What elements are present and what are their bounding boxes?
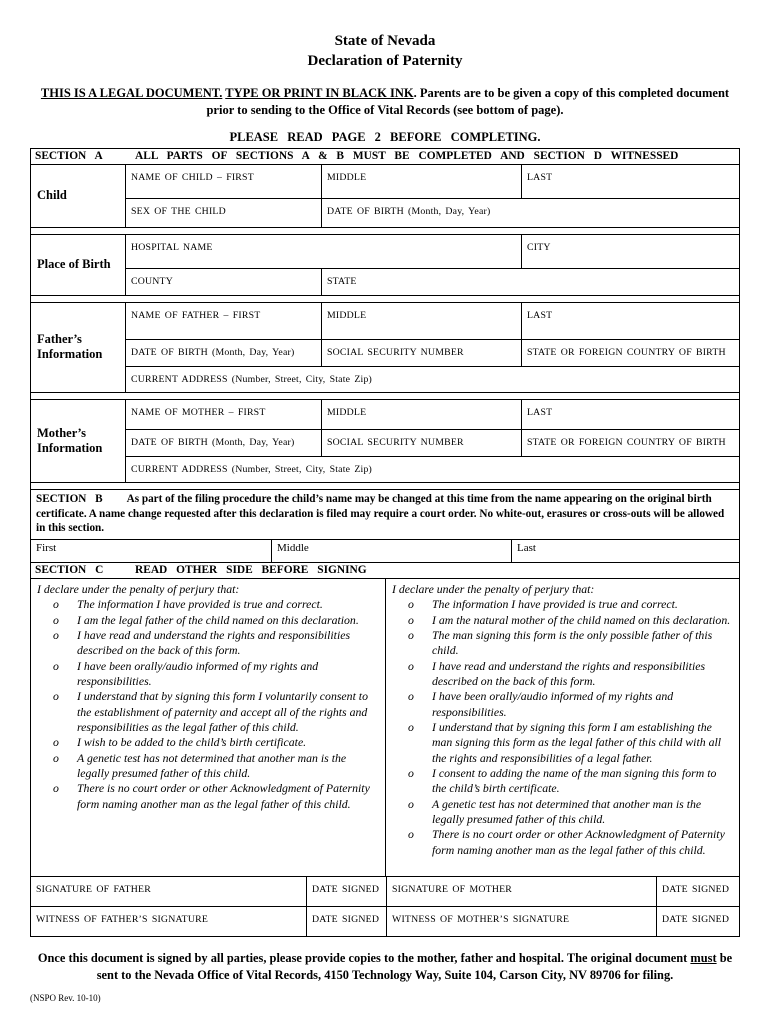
filing-instructions-post: be sent to the Nevada Office of Vital Records, 4150 Technology Way, Suite 104, Carson City, NV 89706 for filing. xyxy=(96,951,733,982)
field-label: DATE SIGNED xyxy=(312,884,380,896)
field-label: LAST xyxy=(527,171,553,183)
field-label: DATE OF BIRTH (Month, Day, Year) xyxy=(131,346,295,358)
child-middle-name-field[interactable] xyxy=(321,165,521,198)
declaration-item-text: I understand that by signing this form I voluntarily consent to the establishment of paternity and accept all of the rights and responsibilities as the legal father of this child. xyxy=(77,689,368,735)
block-divider xyxy=(31,482,739,489)
bullet-marker: o xyxy=(408,597,414,612)
city-field[interactable] xyxy=(521,235,739,268)
field-label: CURRENT ADDRESS (Number, Street, City, State Zip) xyxy=(131,463,373,475)
father-declaration-list xyxy=(37,597,379,812)
mother-ssn-field[interactable] xyxy=(321,430,521,456)
father-address-field[interactable] xyxy=(126,367,739,392)
declaration-item-text: The information I have provided is true and correct. xyxy=(77,597,323,612)
child-name-row xyxy=(126,165,739,198)
declaration-item xyxy=(53,735,379,750)
place-of-birth-block xyxy=(31,234,739,295)
bullet-marker: o xyxy=(408,827,414,842)
father-signature-field[interactable] xyxy=(31,877,306,906)
father-middle-name-field[interactable] xyxy=(321,303,521,339)
intro-ink-instruction: TYPE OR PRINT IN BLACK INK xyxy=(225,86,414,100)
signature-row xyxy=(31,876,739,906)
field-label: STATE OR FOREIGN COUNTRY OF BIRTH xyxy=(527,436,726,448)
bullet-marker: o xyxy=(53,628,59,643)
field-label: CITY xyxy=(527,241,551,253)
field-label: WITNESS OF MOTHER’S SIGNATURE xyxy=(392,914,570,926)
declaration-item-text: I have read and understand the rights and responsibilities described on the back of this form. xyxy=(432,658,706,689)
mother-address-field[interactable] xyxy=(126,457,739,482)
mother-witness-date-field[interactable] xyxy=(656,907,739,936)
new-first-name-field[interactable] xyxy=(31,540,271,562)
declaration-item xyxy=(53,781,379,812)
declaration-item-text: I have been orally/audio informed of my rights and responsibilities. xyxy=(77,658,319,689)
intro-copy-instruction: . Parents are to be given a copy of this completed document prior to sending to the Office of Vital Records (see bottom of page). xyxy=(206,86,730,117)
father-declaration-intro: I declare under the penalty of perjury that: xyxy=(37,582,240,597)
father-last-name-field[interactable] xyxy=(521,303,739,339)
declaration-item xyxy=(408,766,733,797)
field-label: LAST xyxy=(527,406,553,418)
field-label: SIGNATURE OF FATHER xyxy=(36,884,151,896)
declaration-item xyxy=(53,628,379,659)
father-birth-state-field[interactable] xyxy=(521,340,739,366)
mother-date-signed-field[interactable] xyxy=(656,877,739,906)
section-c-label: SECTION C xyxy=(35,564,104,577)
declaration-item xyxy=(408,628,733,659)
mother-witness-signature-field[interactable] xyxy=(386,907,656,936)
block-divider xyxy=(31,227,739,234)
declarations xyxy=(31,578,739,876)
witness-row xyxy=(31,906,739,936)
father-block xyxy=(31,302,739,392)
father-dob-ssn-row xyxy=(126,339,739,366)
field-label: MIDDLE xyxy=(327,309,367,321)
field-label: DATE SIGNED xyxy=(662,914,730,926)
title-document-name: Declaration of Paternity xyxy=(307,52,463,69)
field-label: SIGNATURE OF MOTHER xyxy=(392,884,513,896)
father-first-name-field[interactable] xyxy=(126,303,321,339)
declaration-item-text: I have read and understand the rights and responsibilities described on the back of this form. xyxy=(77,628,351,658)
declaration-item xyxy=(408,597,733,612)
child-sex-dob-row xyxy=(126,198,739,227)
field-label: COUNTY xyxy=(131,275,174,287)
declaration-item-text: I understand that by signing this form I am establishing the man signing this form as the legal father of this child with all the rights and responsibilities of a legal father. xyxy=(432,720,722,765)
father-ssn-field[interactable] xyxy=(321,340,521,366)
intro-legal-notice: THIS IS A LEGAL DOCUMENT. xyxy=(40,86,223,100)
declaration-item-text: The information I have provided is true and correct. xyxy=(432,597,678,612)
declaration-item-text: I have been orally/audio informed of my rights and responsibilities. xyxy=(432,689,674,719)
field-label: LAST xyxy=(527,309,553,321)
field-label: DATE SIGNED xyxy=(312,914,380,926)
field-label: WITNESS OF FATHER’S SIGNATURE xyxy=(36,914,209,926)
bullet-marker: o xyxy=(408,796,414,811)
field-label: NAME OF FATHER – FIRST xyxy=(131,309,261,321)
county-state-row xyxy=(126,268,739,295)
mother-declaration-list xyxy=(392,597,733,858)
declaration-item xyxy=(53,689,379,735)
section-b-label: SECTION B xyxy=(36,492,103,505)
section-a-header xyxy=(31,149,739,164)
declaration-item xyxy=(53,659,379,690)
declaration-item-text: I am the natural mother of the child named on this declaration. xyxy=(432,612,731,627)
place-of-birth-block-label: Place of Birth xyxy=(31,235,126,295)
declaration-item xyxy=(408,797,733,828)
child-first-name-field[interactable] xyxy=(126,165,321,198)
new-middle-name-field[interactable] xyxy=(271,540,511,562)
father-address-row xyxy=(126,366,739,392)
place-of-birth-fields xyxy=(126,235,739,295)
block-divider xyxy=(31,295,739,302)
state-field[interactable] xyxy=(321,269,739,295)
declaration-item xyxy=(53,597,379,612)
father-dob-field[interactable] xyxy=(126,340,321,366)
declaration-item-text: I consent to adding the name of the man signing this form to the child’s birth certificate. xyxy=(432,766,717,796)
declaration-item-text: I wish to be added to the child’s birth certificate. xyxy=(77,735,307,750)
child-block-label: Child xyxy=(31,165,126,227)
mother-first-name-field[interactable] xyxy=(126,400,321,429)
field-label: CURRENT ADDRESS (Number, Street, City, State Zip) xyxy=(131,373,373,385)
hospital-name-field[interactable] xyxy=(126,235,521,268)
filing-instructions-must: must xyxy=(690,951,717,966)
mother-dob-field[interactable] xyxy=(126,430,321,456)
mother-address-row xyxy=(126,456,739,482)
section-a-label: SECTION A xyxy=(35,149,103,162)
section-a-heading: ALL PARTS OF SECTIONS A & B MUST BE COMPLETED AND SECTION D WITNESSED xyxy=(135,149,679,162)
father-witness-signature-field[interactable] xyxy=(31,907,306,936)
declaration-item xyxy=(408,827,733,858)
field-label: Last xyxy=(517,542,536,555)
declaration-item xyxy=(408,613,733,628)
field-label: First xyxy=(36,542,57,555)
child-fields xyxy=(126,165,739,227)
father-date-signed-field[interactable] xyxy=(306,877,386,906)
mother-middle-name-field[interactable] xyxy=(321,400,521,429)
paternity-form xyxy=(30,148,740,937)
mother-dob-ssn-row xyxy=(126,429,739,456)
mother-signature-field[interactable] xyxy=(386,877,656,906)
father-witness-date-field[interactable] xyxy=(306,907,386,936)
declaration-item xyxy=(408,720,733,766)
field-label: SOCIAL SECURITY NUMBER xyxy=(327,346,464,358)
field-label: MIDDLE xyxy=(327,171,367,183)
child-sex-field[interactable] xyxy=(126,199,321,227)
field-label: NAME OF CHILD – FIRST xyxy=(131,171,254,183)
declaration-item-text: A genetic test has not determined that another man is the legally presumed father of this child. xyxy=(77,750,347,781)
declaration-item xyxy=(53,613,379,628)
bullet-marker: o xyxy=(408,658,414,673)
mother-fields xyxy=(126,400,739,482)
father-name-row xyxy=(126,303,739,339)
section-b-header xyxy=(31,489,739,539)
mother-birth-state-field[interactable] xyxy=(521,430,739,456)
father-declaration xyxy=(31,579,386,876)
bullet-marker: o xyxy=(53,612,59,627)
field-label: NAME OF MOTHER – FIRST xyxy=(131,406,266,418)
section-c-heading: READ OTHER SIDE BEFORE SIGNING xyxy=(135,564,367,577)
declaration-item xyxy=(53,751,379,782)
bullet-marker: o xyxy=(53,781,59,796)
declaration-item-text: A genetic test has not determined that another man is the legally presumed father of this child. xyxy=(432,796,702,827)
mother-declaration xyxy=(386,579,739,876)
bullet-marker: o xyxy=(53,658,59,673)
child-last-name-field[interactable] xyxy=(521,165,739,198)
field-label: DATE OF BIRTH (Month, Day, Year) xyxy=(327,205,491,217)
block-divider xyxy=(31,392,739,399)
document-title xyxy=(30,32,740,71)
bullet-marker: o xyxy=(53,689,59,704)
revision-note: (NSPO Rev. 10-10) xyxy=(30,992,101,1003)
hospital-city-row xyxy=(126,235,739,268)
child-block xyxy=(31,164,739,227)
mother-block xyxy=(31,399,739,482)
declaration-item-text: There is no court order or other Acknowledgment of Paternity form naming another man as the legal father of this child. xyxy=(432,827,725,857)
bullet-marker: o xyxy=(408,689,414,704)
field-label: SOCIAL SECURITY NUMBER xyxy=(327,436,464,448)
declaration-item-text: I am the legal father of the child named on this declaration. xyxy=(77,612,359,627)
intro-paragraph xyxy=(30,85,740,119)
field-label: DATE OF BIRTH (Month, Day, Year) xyxy=(131,436,295,448)
bullet-marker: o xyxy=(53,735,59,750)
title-state: State of Nevada xyxy=(334,33,436,49)
father-block-label: Father’s Information xyxy=(31,303,126,392)
section-c-header xyxy=(31,562,739,578)
section-b-text: As part of the filing procedure the child’s name may be changed at this time from the name appearing on the original birth certificate. A name change requested after this declaration is filed may require a court order. No white-out, erasures or cross-outs will be allowed in this section. xyxy=(36,492,725,535)
county-field[interactable] xyxy=(126,269,321,295)
bullet-marker: o xyxy=(408,766,414,781)
mother-block-label: Mother’s Information xyxy=(31,400,126,482)
declaration-item-text: There is no court order or other Acknowledgment of Paternity form naming another man as the legal father of this child. xyxy=(77,781,370,811)
field-label: DATE SIGNED xyxy=(662,884,730,896)
new-name-row xyxy=(31,539,739,562)
mother-declaration-intro: I declare under the penalty of perjury that: xyxy=(392,582,595,597)
new-last-name-field[interactable] xyxy=(511,540,739,562)
bullet-marker: o xyxy=(408,612,414,627)
mother-last-name-field[interactable] xyxy=(521,400,739,429)
field-label: STATE xyxy=(327,275,357,287)
field-label: MIDDLE xyxy=(327,406,367,418)
father-fields xyxy=(126,303,739,392)
declaration-item-text: The man signing this form is the only possible father of this child. xyxy=(432,628,713,658)
mother-name-row xyxy=(126,400,739,429)
bullet-marker: o xyxy=(53,597,59,612)
child-dob-field[interactable] xyxy=(321,199,739,227)
field-label: STATE OR FOREIGN COUNTRY OF BIRTH xyxy=(527,346,726,358)
declaration-item xyxy=(408,689,733,720)
declaration-item xyxy=(408,659,733,690)
bullet-marker: o xyxy=(408,628,414,643)
filing-instructions-pre: Once this document is signed by all parties, please provide copies to the mother, father and hospital. The original document xyxy=(37,951,688,966)
field-label: Middle xyxy=(277,542,309,555)
read-page-2-notice: PLEASE READ PAGE 2 BEFORE COMPLETING. xyxy=(229,129,541,144)
field-label: HOSPITAL NAME xyxy=(131,241,213,253)
filing-instructions xyxy=(30,950,740,983)
field-label: SEX OF THE CHILD xyxy=(131,205,226,217)
bullet-marker: o xyxy=(408,720,414,735)
bullet-marker: o xyxy=(53,750,59,765)
